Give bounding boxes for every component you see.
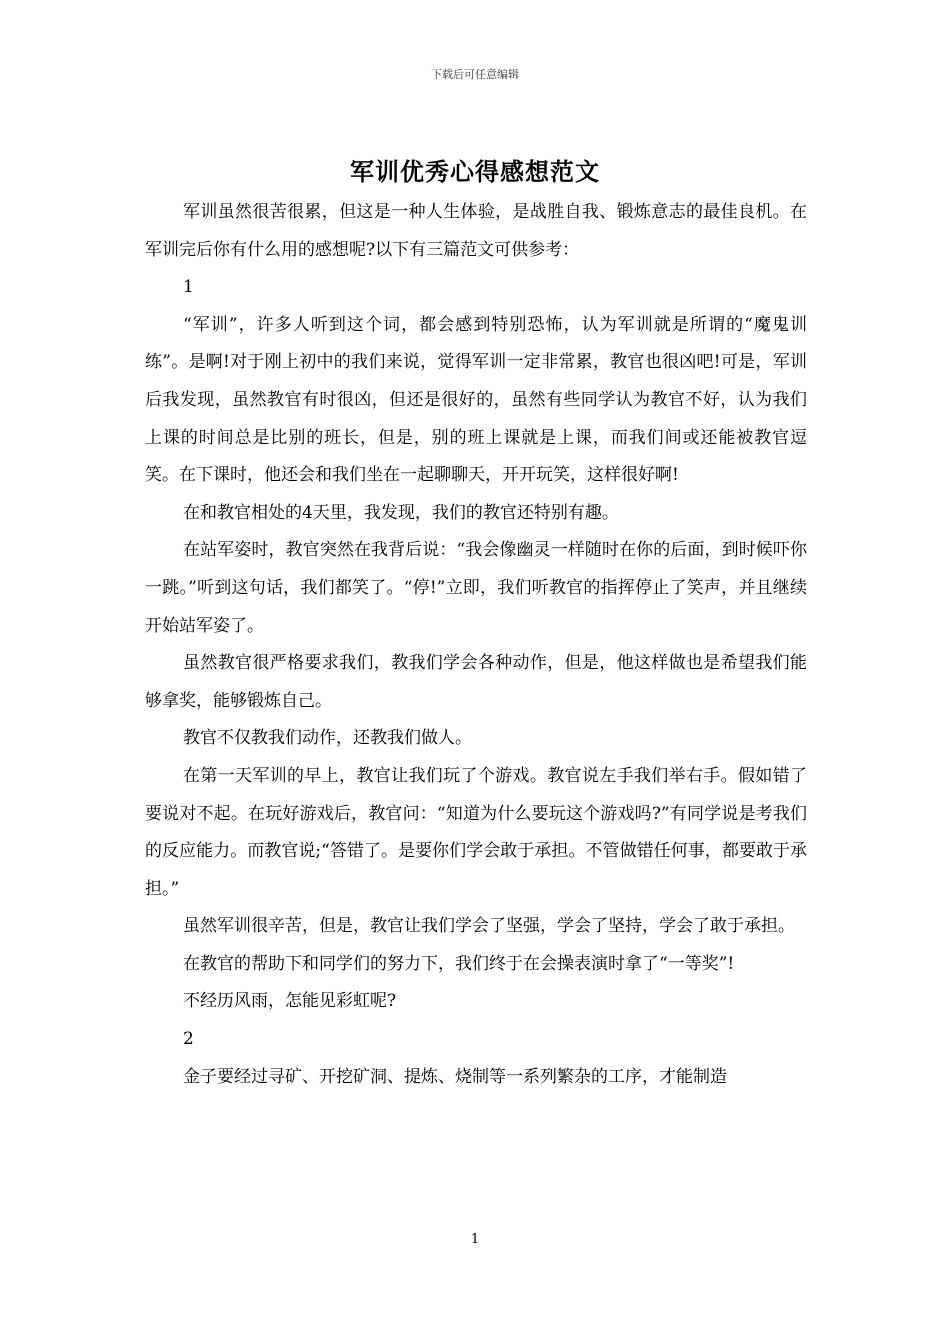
paragraph-intro: 军训虽然很苦很累，但这是一种人生体验，是战胜自我、锻炼意志的最佳良机。在军训完后你有什么用的感想呢?以下有三篇范文可供参考： <box>145 202 807 260</box>
header-note: 下载后可任意编辑 <box>431 68 519 81</box>
paragraph: 在教官的帮助下和同学们的努力下，我们终于在会操表演时拿了“一等奖”! <box>183 953 735 974</box>
paragraph: 教官不仅教我们动作，还教我们做人。 <box>183 728 472 749</box>
paragraph: “军训”，许多人听到这个词，都会感到特别恐怖，认为军训就是所谓的“魔鬼训练”。是啊!对于刚上初中的我们来说，觉得军训一定非常累，教官也很凶吧!可是，军训后我发现，虽然教官有时很凶，但还是很好的，虽然有些同学认为教官不好，认为我们上课的时间总是比别的班长，但是，别的班上课就是上课，而我们间或还能被教官逗笑。在下课时，他还会和我们坐在一起聊聊天，开开玩笑，这样很好啊! <box>145 314 807 486</box>
page-number: 1 <box>470 1232 480 1247</box>
paragraph: 在第一天军训的早上，教官让我们玩了个游戏。教官说左手我们举右手。假如错了要说对不起。在玩好游戏后，教官问：“知道为什么要玩这个游戏吗?”有同学说是考我们的反应能力。而教官说;“答错了。是要你们学会敢于承担。不管做错任何事，都要敢于承担。” <box>145 765 807 899</box>
section-number: 1 <box>183 277 194 298</box>
page-title: 军训优秀心得感想范文 <box>350 158 600 186</box>
section-number: 2 <box>183 1029 194 1050</box>
document-body <box>145 194 807 1096</box>
paragraph: 金子要经过寻矿、开挖矿洞、提炼、烧制等一系列繁杂的工序，才能制造 <box>183 1066 727 1087</box>
paragraph: 虽然教官很严格要求我们，教我们学会各种动作，但是，他这样做也是希望我们能够拿奖，能够锻炼自己。 <box>145 653 807 711</box>
paragraph: 虽然军训很辛苦，但是，教官让我们学会了坚强，学会了坚持，学会了敢于承担。 <box>183 916 795 937</box>
paragraph: 在和教官相处的4天里，我发现，我们的教官还特别有趣。 <box>183 502 619 523</box>
paragraph: 不经历风雨，怎能见彩虹呢? <box>183 991 397 1012</box>
paragraph: 在站军姿时，教官突然在我背后说：“我会像幽灵一样随时在你的后面，到时候吓你一跳。”听到这句话，我们都笑了。“停!”立即，我们听教官的指挥停止了笑声，并且继续开始站军姿了。 <box>145 540 807 636</box>
